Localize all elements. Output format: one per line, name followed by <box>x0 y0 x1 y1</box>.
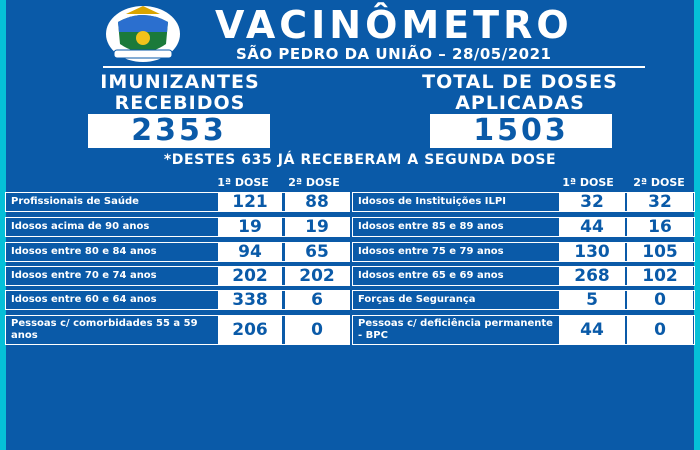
second-dose-value: 102 <box>627 267 693 285</box>
first-dose-value: 44 <box>559 218 625 236</box>
row-label: Idosos entre 80 e 84 anos <box>6 243 214 261</box>
right-second-dose-header: 2ª DOSE <box>633 176 685 189</box>
first-dose-value: 32 <box>559 193 625 211</box>
applied-value: 1503 <box>430 114 612 148</box>
table-row <box>352 242 695 262</box>
second-dose-value: 6 <box>285 291 349 309</box>
received-label: IMUNIZANTES RECEBIDOS <box>100 71 260 114</box>
second-dose-value: 202 <box>285 267 349 285</box>
second-dose-note: *DESTES 635 JÁ RECEBERAM A SEGUNDA DOSE <box>163 152 557 168</box>
page-subtitle: SÃO PEDRO DA UNIÃO – 28/05/2021 <box>236 45 552 63</box>
table-row <box>5 266 350 286</box>
header-divider <box>103 66 645 68</box>
second-dose-value: 16 <box>627 218 693 236</box>
second-dose-value: 32 <box>627 193 693 211</box>
table-row <box>352 217 695 237</box>
first-dose-value: 5 <box>559 291 625 309</box>
table-row <box>5 290 350 310</box>
first-dose-value: 19 <box>218 218 282 236</box>
table-row <box>352 266 695 286</box>
row-label: Idosos entre 65 e 69 anos <box>353 267 556 285</box>
second-dose-value: 19 <box>285 218 349 236</box>
page-title: VACINÔMETRO <box>215 3 573 47</box>
table-row <box>352 192 695 212</box>
first-dose-value: 202 <box>218 267 282 285</box>
row-label: Forças de Segurança <box>353 291 556 309</box>
table-row <box>352 315 695 345</box>
left-second-dose-header: 2ª DOSE <box>288 176 340 189</box>
row-label: Idosos acima de 90 anos <box>6 218 214 236</box>
right-first-dose-header: 1ª DOSE <box>562 176 614 189</box>
second-dose-value: 0 <box>285 316 349 344</box>
second-dose-value: 0 <box>627 316 693 344</box>
first-dose-value: 94 <box>218 243 282 261</box>
table-row <box>5 192 350 212</box>
second-dose-value: 105 <box>627 243 693 261</box>
left-first-dose-header: 1ª DOSE <box>217 176 269 189</box>
second-dose-value: 0 <box>627 291 693 309</box>
row-label: Idosos entre 75 e 79 anos <box>353 243 556 261</box>
second-dose-value: 65 <box>285 243 349 261</box>
row-label: Profissionais de Saúde <box>6 193 214 211</box>
table-row <box>5 217 350 237</box>
first-dose-value: 130 <box>559 243 625 261</box>
table-row <box>5 242 350 262</box>
row-label: Pessoas c/ comorbidades 55 a 59 anos <box>6 316 214 344</box>
second-dose-value: 88 <box>285 193 349 211</box>
row-label: Idosos de Instituições ILPI <box>353 193 556 211</box>
first-dose-value: 121 <box>218 193 282 211</box>
row-label: Idosos entre 70 e 74 anos <box>6 267 214 285</box>
received-value: 2353 <box>88 114 270 148</box>
first-dose-value: 206 <box>218 316 282 344</box>
row-label: Pessoas c/ deficiência permanente - BPC <box>353 316 556 344</box>
row-label: Idosos entre 60 e 64 anos <box>6 291 214 309</box>
table-row <box>5 315 350 345</box>
row-label: Idosos entre 85 e 89 anos <box>353 218 556 236</box>
first-dose-value: 338 <box>218 291 282 309</box>
first-dose-value: 44 <box>559 316 625 344</box>
applied-label: TOTAL DE DOSES APLICADAS <box>422 71 618 114</box>
first-dose-value: 268 <box>559 267 625 285</box>
table-row <box>352 290 695 310</box>
municipal-crest-icon <box>104 4 182 66</box>
